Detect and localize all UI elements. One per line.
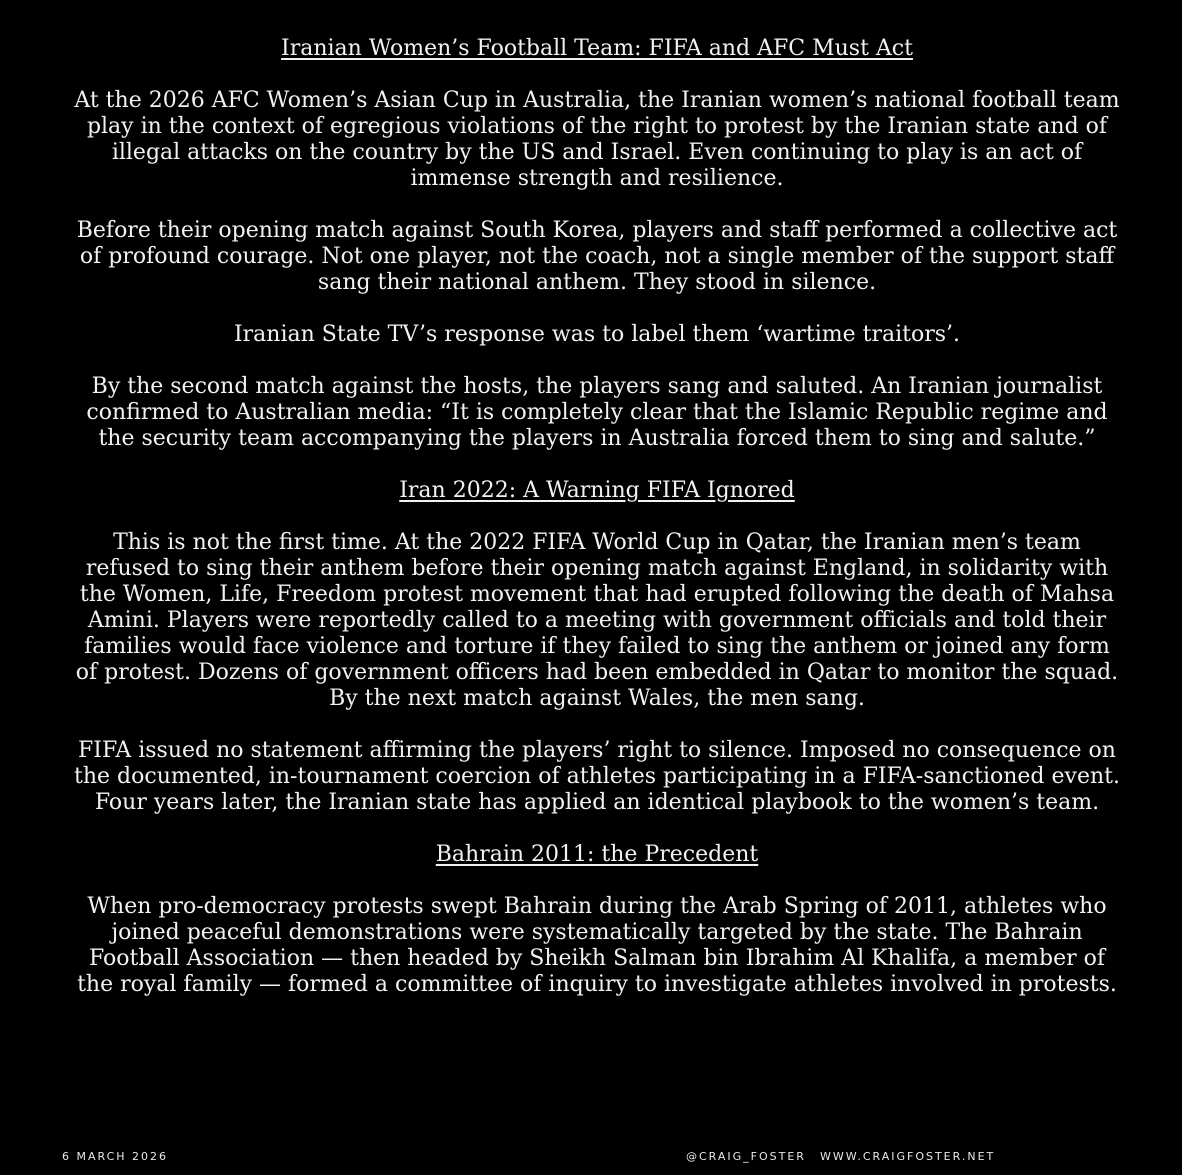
footer-website: WWW.CRAIGFOSTER.NET bbox=[819, 1150, 996, 1163]
footer-date: 6 MARCH 2026 bbox=[62, 1150, 169, 1163]
paragraph-fifa-no-statement: FIFA issued no statement affirming the players’ right to silence. Imposed no consequence on the documented, in-tournament coercion of athletes participating in a FIFA-sanctioned event. Four years later, the Iranian state has applied an identical playbook to the women’s team. bbox=[74, 738, 1120, 815]
paragraph-asian-cup-context: At the 2026 AFC Women’s Asian Cup in Australia, the Iranian women’s national football team play in the context of egregious violations of the right to protest by the Iranian state and of illegal attacks on the country by the US and Israel. Even continuing to play is an act of immense strength and resilience. bbox=[74, 88, 1120, 191]
footer-credits bbox=[686, 1150, 995, 1163]
paragraph-bahrain-precedent: When pro-democracy protests swept Bahrain during the Arab Spring of 2011, athletes who joined peaceful demonstrations were systematically targeted by the state. The Bahrain Football Association — then headed by Sheikh Salman bin Ibrahim Al Khalifa, a member of the royal family — formed a committee of inquiry to investigate athletes involved in protests. bbox=[77, 894, 1117, 997]
article bbox=[72, 36, 1122, 1024]
footer-handle: @CRAIG_FOSTER bbox=[686, 1150, 806, 1163]
paragraph-state-tv-response: Iranian State TV’s response was to label them ‘wartime traitors’. bbox=[233, 322, 961, 347]
paragraph-second-match: By the second match against the hosts, the players sang and saluted. An Iranian journalist confirmed to Australian media: “It is completely clear that the Islamic Republic regime and the security team accompanying the players in Australia forced them to sing and salute.” bbox=[86, 374, 1108, 451]
paragraph-anthem-silence: Before their opening match against South Korea, players and staff performed a collective act of profound courage. Not one player, not the coach, not a single member of the support staff sang their national anthem. They stood in silence. bbox=[76, 218, 1118, 295]
section-heading-bahrain-2011: Bahrain 2011: the Precedent bbox=[435, 842, 759, 867]
paragraph-world-cup-2022: This is not the first time. At the 2022 FIFA World Cup in Qatar, the Iranian men’s team refused to sing their anthem before their opening match against England, in solidarity with the Women, Life, Freedom protest movement that had erupted following the death of Mahsa Amini. Players were reportedly called to a meeting with government officials and told their families would face violence and torture if they failed to sing the anthem or joined any form of protest. Dozens of government officers had been embedded in Qatar to monitor the squad. By the next match against Wales, the men sang. bbox=[75, 530, 1119, 711]
section-heading-iran-2022: Iran 2022: A Warning FIFA Ignored bbox=[399, 478, 795, 503]
title-heading: Iranian Women’s Football Team: FIFA and AFC Must Act bbox=[281, 36, 913, 61]
